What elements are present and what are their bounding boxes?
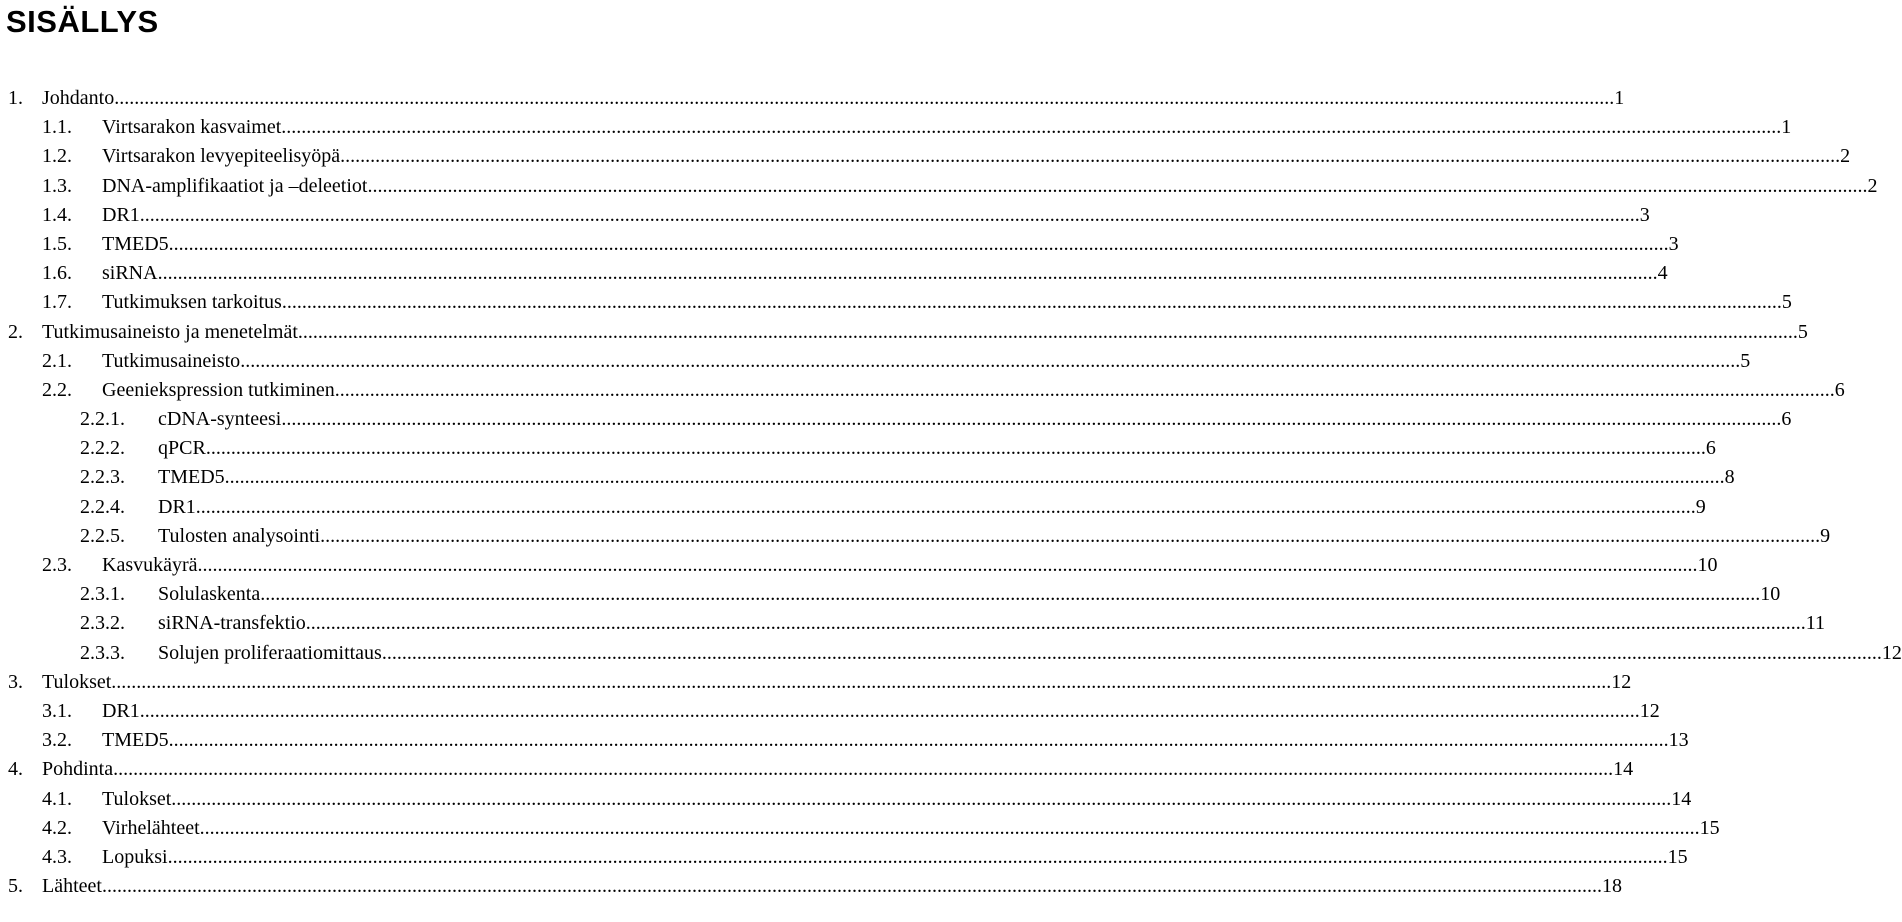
dot-leader: ............................................................................................................................................................................................................................................................................................................ (260, 583, 1761, 606)
toc-entry[interactable] (0, 609, 1826, 638)
toc-entry[interactable] (0, 755, 1634, 784)
dot-leader: ............................................................................................................................................................................................................................................................................................................ (168, 729, 1669, 752)
toc-entry-page: 12 (1611, 670, 1632, 693)
toc-entry-title: Lopuksi (102, 845, 168, 868)
toc-entry-page: 10 (1697, 554, 1718, 576)
dot-leader: ............................................................................................................................................................................................................................................................................................................ (224, 466, 1725, 489)
toc-entry-page: 6 (1781, 408, 1792, 431)
toc-entry[interactable] (0, 580, 1781, 609)
toc-entry-number: 1.2. (42, 145, 72, 168)
dot-leader: ............................................................................................................................................................................................................................................................................................................ (114, 87, 1615, 109)
dot-leader: ............................................................................................................................................................................................................................................................................................................ (305, 612, 1806, 635)
toc-entry-page: 1 (1781, 116, 1792, 139)
toc-entry-page: 14 (1671, 787, 1692, 810)
toc-entry-page: 9 (1695, 495, 1706, 518)
toc-entry[interactable] (0, 230, 1679, 259)
toc-entry-page: 8 (1724, 466, 1735, 489)
toc-entry-title: Lähteet (42, 875, 102, 898)
toc-entry-number: 1.1. (42, 116, 72, 139)
dot-leader: ............................................................................................................................................................................................................................................................................................................ (297, 320, 1798, 343)
toc-entry-page: 10 (1760, 583, 1781, 606)
toc-entry-page: 18 (1601, 875, 1622, 898)
toc-entry-page: 5 (1781, 291, 1792, 314)
toc-entry[interactable] (0, 843, 1688, 872)
toc-entry-number: 1.6. (42, 262, 72, 285)
toc-entry-page: 5 (1797, 320, 1808, 343)
toc-entry-title: Solulaskenta (158, 583, 261, 606)
dot-leader: ............................................................................................................................................................................................................................................................................................................ (101, 875, 1602, 898)
toc-entry-number: 1.7. (42, 291, 72, 314)
toc-entry-title: Virtsarakon levyepiteelisyöpä (102, 145, 341, 168)
toc-entry[interactable] (0, 551, 1718, 580)
toc-entry[interactable] (0, 84, 1625, 113)
toc-entry-page: 1 (1614, 87, 1625, 109)
toc-entry-title: Johdanto (42, 87, 115, 109)
toc-entry-number: 3.2. (42, 729, 72, 752)
toc-entry-number: 2. (8, 320, 23, 343)
toc-entry-title: cDNA-synteesi (158, 408, 282, 431)
dot-leader: ............................................................................................................................................................................................................................................................................................................ (139, 203, 1640, 226)
toc-entry-title: qPCR (158, 437, 206, 460)
dot-leader: ............................................................................................................................................................................................................................................................................................................ (205, 437, 1706, 460)
toc-entry[interactable] (0, 522, 1831, 551)
table-of-contents (0, 84, 1902, 901)
toc-entry[interactable] (0, 814, 1720, 843)
toc-entry-number: 2.2.1. (80, 408, 125, 431)
toc-entry[interactable] (0, 318, 1808, 347)
toc-entry-page: 2 (1840, 145, 1851, 168)
toc-entry[interactable] (0, 697, 1660, 726)
toc-entry-number: 1.5. (42, 232, 72, 255)
toc-entry-number: 1.4. (42, 203, 72, 226)
dot-leader: ............................................................................................................................................................................................................................................................................................................ (340, 145, 1841, 168)
toc-entry-number: 4.2. (42, 816, 72, 839)
toc-entry-page: 6 (1705, 437, 1716, 460)
toc-entry[interactable] (0, 405, 1792, 434)
toc-entry[interactable] (0, 259, 1668, 288)
toc-entry-page: 12 (1639, 699, 1660, 722)
dot-leader: ............................................................................................................................................................................................................................................................................................................ (367, 174, 1868, 197)
toc-entry-title: TMED5 (158, 466, 225, 489)
toc-entry-title: TMED5 (102, 729, 169, 752)
toc-entry[interactable] (0, 639, 1902, 668)
dot-leader: ............................................................................................................................................................................................................................................................................................................ (171, 787, 1672, 810)
toc-entry-page: 12 (1881, 641, 1902, 664)
toc-entry[interactable] (0, 493, 1706, 522)
dot-leader: ............................................................................................................................................................................................................................................................................................................ (281, 291, 1782, 314)
dot-leader: ............................................................................................................................................................................................................................................................................................................ (281, 408, 1782, 431)
toc-entry-page: 13 (1668, 729, 1689, 752)
toc-entry-title: DR1 (102, 203, 140, 226)
toc-entry-number: 2.2.5. (80, 524, 125, 547)
dot-leader: ............................................................................................................................................................................................................................................................................................................ (199, 816, 1700, 839)
toc-entry[interactable] (0, 785, 1692, 814)
toc-entry-page: 9 (1820, 524, 1831, 547)
toc-entry-number: 2.3.3. (80, 641, 125, 664)
toc-entry-number: 3.1. (42, 699, 72, 722)
toc-entry[interactable] (0, 201, 1650, 230)
toc-entry-number: 2.2.4. (80, 495, 125, 518)
toc-entry-title: DNA-amplifikaatiot ja –deleetiot (102, 174, 368, 197)
toc-entry-number: 2.2.2. (80, 437, 125, 460)
toc-entry-number: 2.2.3. (80, 466, 125, 489)
toc-entry[interactable] (0, 668, 1632, 697)
dot-leader: ............................................................................................................................................................................................................................................................................................................ (281, 116, 1782, 139)
dot-leader: ............................................................................................................................................................................................................................................................................................................ (320, 524, 1821, 547)
dot-leader: ............................................................................................................................................................................................................................................................................................................ (334, 378, 1835, 401)
toc-entry-number: 2.3.1. (80, 583, 125, 606)
toc-entry[interactable] (0, 288, 1792, 317)
dot-leader: ............................................................................................................................................................................................................................................................................................................ (168, 232, 1669, 255)
toc-entry-number: 2.2. (42, 378, 72, 401)
toc-entry[interactable] (0, 726, 1689, 755)
toc-entry[interactable] (0, 376, 1845, 405)
toc-entry-page: 14 (1613, 758, 1634, 781)
toc-entry-title: TMED5 (102, 232, 169, 255)
dot-leader: ............................................................................................................................................................................................................................................................................................................ (113, 758, 1614, 781)
toc-entry-page: 2 (1867, 174, 1878, 197)
toc-entry-number: 1.3. (42, 174, 72, 197)
dot-leader: ............................................................................................................................................................................................................................................................................................................ (167, 845, 1668, 868)
toc-entry-title: Tutkimusaineisto ja menetelmät (42, 320, 298, 343)
toc-entry-number: 2.3.2. (80, 612, 125, 635)
toc-entry-number: 4.3. (42, 845, 72, 868)
toc-entry-title: siRNA-transfektio (158, 612, 306, 635)
toc-entry-title: DR1 (102, 699, 140, 722)
toc-entry-page: 11 (1805, 612, 1826, 635)
toc-entry-title: Virhelähteet (102, 816, 200, 839)
toc-entry-page: 5 (1740, 349, 1751, 372)
toc-entry[interactable] (0, 347, 1751, 376)
dot-leader: ............................................................................................................................................................................................................................................................................................................ (157, 262, 1658, 285)
toc-entry[interactable] (0, 463, 1735, 492)
toc-entry-page: 15 (1699, 816, 1720, 839)
dot-leader: ............................................................................................................................................................................................................................................................................................................ (240, 349, 1741, 372)
toc-entry[interactable] (0, 872, 1622, 901)
dot-leader: ............................................................................................................................................................................................................................................................................................................ (197, 554, 1698, 576)
toc-entry-title: Tutkimuksen tarkoitus (102, 291, 282, 314)
toc-entry-number: 3. (8, 670, 23, 693)
toc-entry-number: 4. (8, 758, 23, 781)
toc-entry[interactable] (0, 113, 1792, 142)
toc-entry-number: 1. (8, 87, 23, 109)
toc-entry-page: 6 (1834, 378, 1845, 401)
toc-entry-title: Tulokset (42, 670, 112, 693)
toc-entry-title: Tulokset (102, 787, 172, 810)
dot-leader: ............................................................................................................................................................................................................................................................................................................ (195, 495, 1696, 518)
toc-entry-number: 5. (8, 875, 23, 898)
dot-leader: ............................................................................................................................................................................................................................................................................................................ (111, 670, 1612, 693)
toc-entry-title: Pohdinta (42, 758, 114, 781)
toc-entry-title: siRNA (102, 262, 158, 285)
toc-entry-page: 15 (1667, 845, 1688, 868)
toc-entry-page: 3 (1668, 232, 1679, 255)
toc-entry-number: 2.3. (42, 554, 72, 576)
toc-entry-title: Tulosten analysointi (158, 524, 321, 547)
toc-entry-title: Geeniekspression tutkiminen (102, 378, 335, 401)
toc-entry-title: DR1 (158, 495, 196, 518)
toc-entry[interactable] (0, 434, 1716, 463)
toc-entry-title: Kasvukäyrä (102, 554, 198, 576)
toc-entry[interactable] (0, 142, 1851, 171)
toc-entry-page: 3 (1639, 203, 1650, 226)
toc-entry-title: Solujen proliferaatiomittaus (158, 641, 382, 664)
toc-entry[interactable] (0, 172, 1878, 201)
toc-entry-page: 4 (1657, 262, 1668, 285)
page-title: SISÄLLYS (6, 4, 159, 39)
toc-entry-title: Tutkimusaineisto (102, 349, 241, 372)
toc-entry-title: Virtsarakon kasvaimet (102, 116, 282, 139)
dot-leader: ............................................................................................................................................................................................................................................................................................................ (139, 699, 1640, 722)
dot-leader: ............................................................................................................................................................................................................................................................................................................ (381, 641, 1882, 664)
toc-entry-number: 2.1. (42, 349, 72, 372)
toc-entry-number: 4.1. (42, 787, 72, 810)
